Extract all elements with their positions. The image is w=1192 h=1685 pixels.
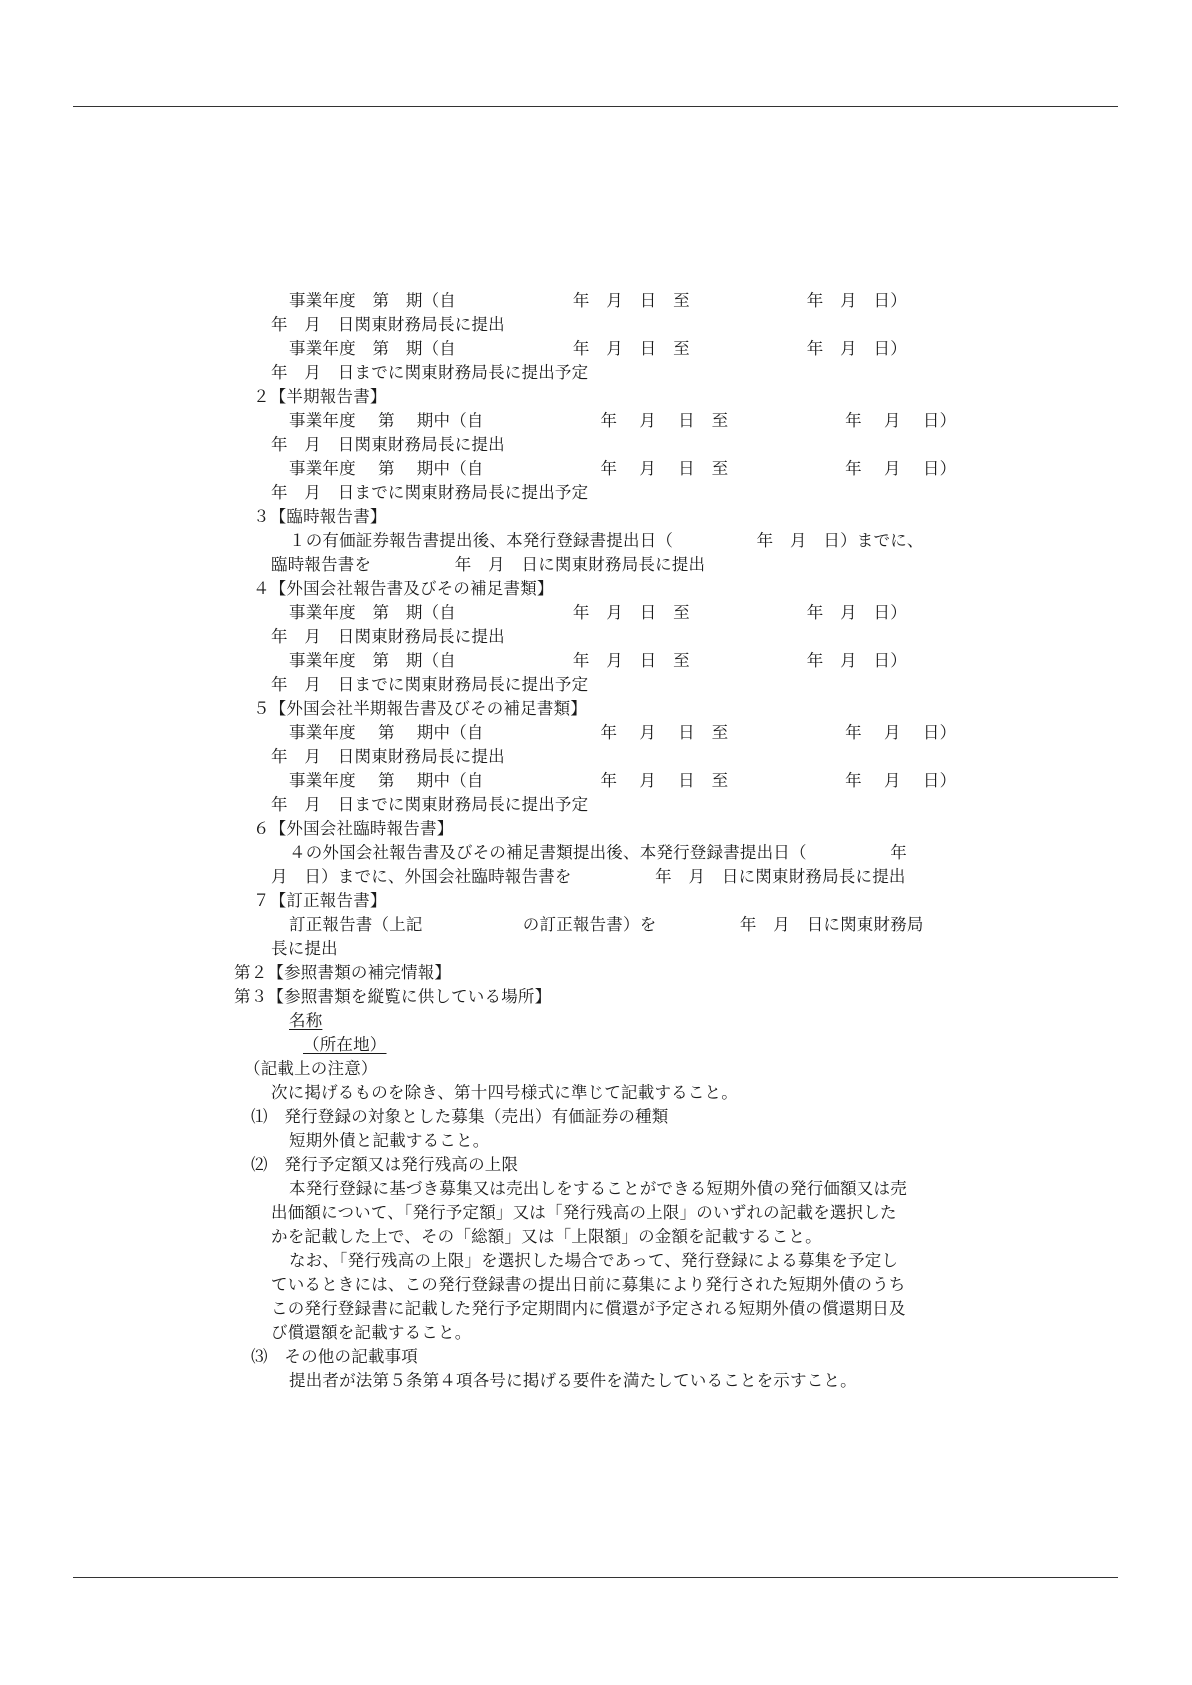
foreign-semiannual-planned-line: 年 月 日までに関東財務局長に提出予定: [271, 795, 589, 814]
note-item-2-body: 出価額について、「発行予定額」又は「発行残高の上限」のいずれの記載を選択した: [271, 1203, 897, 1222]
heading-supplementary-info: 第２【参照書類の補完情報】: [234, 963, 452, 982]
note-item-2-body: ているときには、この発行登録書の提出日前に募集により発行された短期外債のうち: [271, 1275, 906, 1294]
foreign-report-period-line: 事業年度 第 期（自 年 月 日 至 年 月 日）: [289, 651, 907, 670]
notes-intro: 次に掲げるものを除き、第十四号様式に準じて記載すること。: [271, 1083, 738, 1102]
heading-inspection-place: 第３【参照書類を縦覧に供している場所】: [234, 987, 552, 1006]
notes-title: （記載上の注意）: [244, 1059, 378, 1078]
annual-report-planned-line: 年 月 日までに関東財務局長に提出予定: [271, 363, 589, 382]
annual-report-period-line: 事業年度 第 期（自 年 月 日 至 年 月 日）: [289, 291, 907, 310]
foreign-extraordinary-line: ４の外国会社報告書及びその補足書類提出後、本発行登録書提出日（ 年: [289, 843, 907, 862]
section-heading-semiannual: ２【半期報告書】: [253, 387, 387, 406]
semiannual-period-line: 事業年度 第 期中（自 年 月 日 至 年 月 日）: [289, 411, 957, 430]
footer-rule: [73, 1577, 1118, 1578]
semiannual-planned-line: 年 月 日までに関東財務局長に提出予定: [271, 483, 589, 502]
foreign-semiannual-period-line: 事業年度 第 期中（自 年 月 日 至 年 月 日）: [289, 723, 957, 742]
section-heading-foreign-company-report: ４【外国会社報告書及びその補足書類】: [253, 579, 554, 598]
semiannual-submitted-line: 年 月 日関東財務局長に提出: [271, 435, 505, 454]
header-rule: [73, 106, 1118, 107]
note-item-1-title: ⑴ 発行登録の対象とした募集（売出）有価証券の種類: [251, 1107, 669, 1126]
extraordinary-line: １の有価証券報告書提出後、本発行登録書提出日（ 年 月 日）までに、: [289, 531, 924, 550]
annual-report-submitted-line: 年 月 日関東財務局長に提出: [271, 315, 505, 334]
foreign-report-planned-line: 年 月 日までに関東財務局長に提出予定: [271, 675, 589, 694]
amendment-line: 長に提出: [271, 939, 338, 958]
note-item-2-body: び償還額を記載すること。: [271, 1323, 472, 1342]
section-heading-foreign-extraordinary: ６【外国会社臨時報告書】: [253, 819, 454, 838]
section-heading-foreign-semiannual: ５【外国会社半期報告書及びその補足書類】: [253, 699, 587, 718]
place-address-label: （所在地）: [303, 1035, 387, 1054]
foreign-extraordinary-line: 月 日）までに、外国会社臨時報告書を 年 月 日に関東財務局長に提出: [271, 867, 906, 886]
note-item-2-title: ⑵ 発行予定額又は発行残高の上限: [251, 1155, 519, 1174]
place-name-label: 名称: [289, 1011, 323, 1030]
section-heading-extraordinary: ３【臨時報告書】: [253, 507, 387, 526]
note-item-2-body: この発行登録書に記載した発行予定期間内に償還が予定される短期外債の償還期日及: [271, 1299, 906, 1318]
note-item-3-title: ⑶ その他の記載事項: [251, 1347, 418, 1366]
note-item-2-body: なお、「発行残高の上限」を選択した場合であって、発行登録による募集を予定し: [289, 1251, 899, 1270]
extraordinary-line: 臨時報告書を 年 月 日に関東財務局長に提出: [271, 555, 706, 574]
note-item-3-body: 提出者が法第５条第４項各号に掲げる要件を満たしていることを示すこと。: [289, 1371, 857, 1390]
section-heading-amendment: ７【訂正報告書】: [253, 891, 387, 910]
note-item-2-body: 本発行登録に基づき募集又は売出しをすることができる短期外債の発行価額又は売: [289, 1179, 907, 1198]
note-item-2-body: かを記載した上で、その「総額」又は「上限額」の金額を記載すること。: [271, 1227, 822, 1246]
note-item-1-body: 短期外債と記載すること。: [289, 1131, 490, 1150]
semiannual-period-line: 事業年度 第 期中（自 年 月 日 至 年 月 日）: [289, 459, 957, 478]
foreign-report-submitted-line: 年 月 日関東財務局長に提出: [271, 627, 505, 646]
foreign-semiannual-period-line: 事業年度 第 期中（自 年 月 日 至 年 月 日）: [289, 771, 957, 790]
foreign-report-period-line: 事業年度 第 期（自 年 月 日 至 年 月 日）: [289, 603, 907, 622]
foreign-semiannual-submitted-line: 年 月 日関東財務局長に提出: [271, 747, 505, 766]
annual-report-period-line: 事業年度 第 期（自 年 月 日 至 年 月 日）: [289, 339, 907, 358]
amendment-line: 訂正報告書（上記 の訂正報告書）を 年 月 日に関東財務局: [289, 915, 924, 934]
